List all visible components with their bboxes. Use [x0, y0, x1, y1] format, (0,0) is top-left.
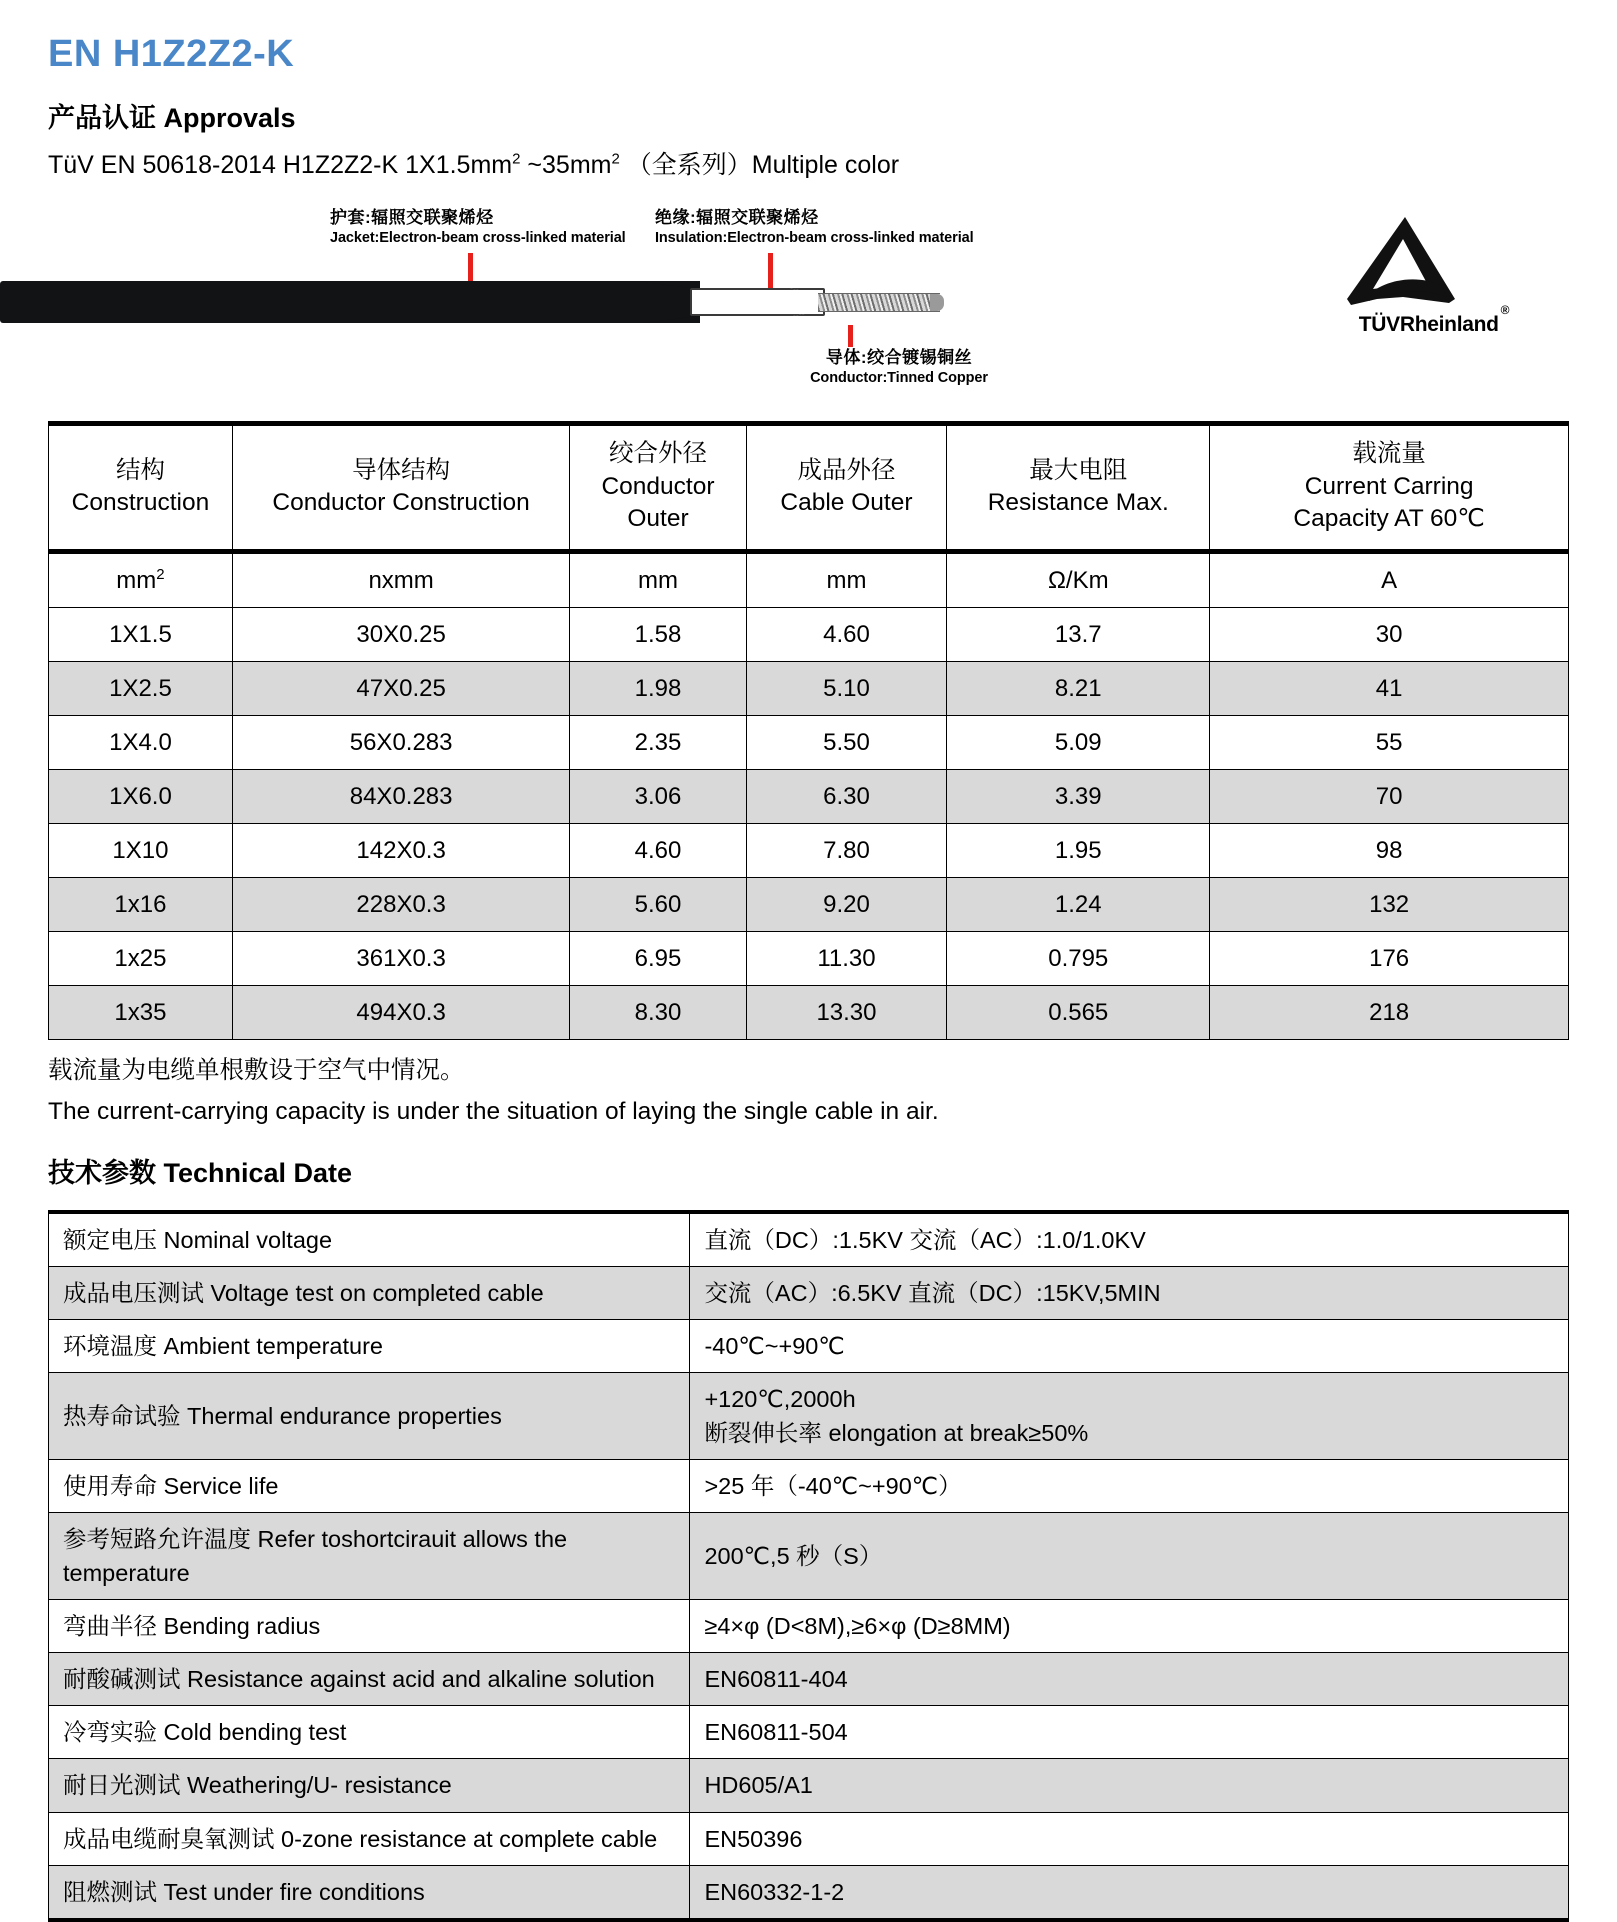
spec-mid: ~35mm	[520, 151, 612, 180]
table-cell: 98	[1210, 824, 1569, 878]
insulation-label-cn: 绝缘:辐照交联聚烯烃	[655, 208, 819, 228]
table-row	[49, 1513, 1569, 1600]
technical-parameter-value	[690, 1600, 1569, 1653]
jacket-label-en: Jacket:Electron-beam cross-linked material	[330, 229, 626, 246]
table-row	[49, 1865, 1569, 1920]
table-row	[49, 932, 1569, 986]
note-cn: 载流量为电缆单根敷设于空气中情况。	[48, 1057, 465, 1085]
header-cn: 成品外径	[797, 456, 896, 484]
table-row	[49, 1653, 1569, 1706]
cable-conductor-strands	[818, 293, 940, 312]
table-row	[49, 1212, 1569, 1267]
table-cell: 7.80	[746, 824, 947, 878]
spec-header-conductor-outer	[570, 424, 746, 552]
table-row	[49, 716, 1569, 770]
technical-parameter-name: 使用寿命 Service life	[49, 1460, 690, 1513]
spec-header-row	[49, 424, 1569, 552]
header-en: Construction	[71, 488, 210, 516]
table-cell: 8.30	[570, 986, 746, 1040]
tuv-triangle-icon	[1343, 213, 1463, 317]
value-line: ≥4×φ (D<8M),≥6×φ (D≥8MM)	[704, 1613, 1011, 1640]
value-line: EN60332-1-2	[704, 1878, 845, 1905]
value-line: -40℃~+90℃	[704, 1332, 845, 1359]
conductor-label-cn: 导体:绞合镀锡铜丝	[825, 348, 973, 368]
table-cell: 1.95	[947, 824, 1210, 878]
approvals-spec-line	[48, 150, 1569, 181]
table-row	[49, 986, 1569, 1040]
header-en: Conductor	[601, 472, 715, 500]
approvals-heading: 产品认证 Approvals	[48, 102, 296, 133]
unit-cell: mm	[570, 552, 746, 608]
table-cell: 5.50	[746, 716, 947, 770]
table-cell: 1X1.5	[49, 608, 233, 662]
table-row	[49, 1706, 1569, 1759]
table-row	[49, 824, 1569, 878]
table-row	[49, 1319, 1569, 1372]
tuv-wordmark: TÜVRheinland	[1358, 313, 1499, 337]
table-cell: 1.58	[570, 608, 746, 662]
insulation-label	[655, 207, 974, 246]
page-title: EN H1Z2Z2-K	[48, 33, 295, 75]
technical-parameter-value	[690, 1812, 1569, 1865]
technical-parameter-value	[690, 1759, 1569, 1812]
header-en: Current Carring	[1304, 472, 1474, 500]
technical-parameter-name: 耐酸碱测试 Resistance against acid and alkaline solution	[49, 1653, 690, 1706]
technical-heading: 技术参数 Technical Date	[48, 1158, 353, 1189]
technical-parameter-value	[690, 1513, 1569, 1600]
jacket-label	[330, 207, 626, 246]
table-cell: 218	[1210, 986, 1569, 1040]
table-cell: 361X0.3	[232, 932, 569, 986]
technical-parameter-name: 额定电压 Nominal voltage	[49, 1212, 690, 1267]
technical-parameter-name: 成品电缆耐臭氧测试 0-zone resistance at complete cable	[49, 1812, 690, 1865]
spec-header-current-carrying	[1210, 424, 1569, 552]
header-en: Resistance Max.	[987, 488, 1169, 516]
tuv-rheinland-logo	[1343, 213, 1523, 337]
technical-parameter-name: 弯曲半径 Bending radius	[49, 1600, 690, 1653]
table-cell: 1X6.0	[49, 770, 233, 824]
spec-header-construction	[49, 424, 233, 552]
table-cell: 1X2.5	[49, 662, 233, 716]
conductor-leader-line	[848, 325, 853, 347]
technical-parameter-name: 耐日光测试 Weathering/U- resistance	[49, 1759, 690, 1812]
tuv-logo-text	[1343, 303, 1523, 337]
table-cell: 11.30	[746, 932, 947, 986]
table-cell: 13.30	[746, 986, 947, 1040]
table-row	[49, 1600, 1569, 1653]
table-cell: 5.60	[570, 878, 746, 932]
value-line: +120℃,2000h	[704, 1385, 856, 1412]
table-cell: 5.10	[746, 662, 947, 716]
table-cell: 4.60	[570, 824, 746, 878]
table-cell: 3.06	[570, 770, 746, 824]
header-cn: 最大电阻	[1029, 456, 1128, 484]
technical-parameter-name: 阻燃测试 Test under fire conditions	[49, 1865, 690, 1920]
table-cell: 5.09	[947, 716, 1210, 770]
table-row	[49, 1460, 1569, 1513]
insulation-label-en: Insulation:Electron-beam cross-linked material	[655, 229, 974, 246]
table-cell: 494X0.3	[232, 986, 569, 1040]
table-cell: 1.98	[570, 662, 746, 716]
table-cell: 9.20	[746, 878, 947, 932]
spec-table-body	[49, 552, 1569, 1040]
value-line: 交流（AC）:6.5KV 直流（DC）:15KV,5MIN	[704, 1279, 1161, 1306]
table-cell: 47X0.25	[232, 662, 569, 716]
technical-parameter-name: 冷弯实验 Cold bending test	[49, 1706, 690, 1759]
technical-parameter-value	[690, 1319, 1569, 1372]
header-en: Conductor Construction	[272, 488, 530, 516]
table-cell: 56X0.283	[232, 716, 569, 770]
note-en: The current-carrying capacity is under the situation of laying the single cable in air.	[48, 1098, 939, 1126]
spec-header-resistance-max	[947, 424, 1210, 552]
table-cell: 3.39	[947, 770, 1210, 824]
table-row	[49, 662, 1569, 716]
technical-parameter-value	[690, 1460, 1569, 1513]
table-cell: 1X4.0	[49, 716, 233, 770]
header-cn: 绞合外径	[609, 440, 707, 468]
spec-header-conductor-construction	[232, 424, 569, 552]
cable-diagram	[48, 207, 1569, 415]
cable-illustration	[0, 267, 940, 337]
spec-header-cable-outer	[746, 424, 947, 552]
header-cn: 导体结构	[352, 456, 451, 484]
value-line: 直流（DC）:1.5KV 交流（AC）:1.0/1.0KV	[704, 1226, 1146, 1253]
cable-conductor-tip	[930, 294, 944, 311]
table-row	[49, 1759, 1569, 1812]
table-cell: 0.795	[947, 932, 1210, 986]
table-cell: 13.7	[947, 608, 1210, 662]
technical-table	[48, 1210, 1569, 1922]
cable-jacket	[0, 281, 700, 323]
value-line: >25 年（-40℃~+90℃）	[704, 1473, 962, 1500]
table-cell: 0.565	[947, 986, 1210, 1040]
technical-parameter-value	[690, 1653, 1569, 1706]
technical-parameter-name: 环境温度 Ambient temperature	[49, 1319, 690, 1372]
table-cell: 84X0.283	[232, 770, 569, 824]
table-row	[49, 608, 1569, 662]
unit-cell: nxmm	[232, 552, 569, 608]
unit-cell: Ω/Km	[947, 552, 1210, 608]
technical-parameter-value	[690, 1865, 1569, 1920]
unit-cell	[49, 552, 233, 608]
value-line: EN60811-504	[704, 1719, 848, 1746]
table-cell: 1x25	[49, 932, 233, 986]
registered-trademark-icon: ®	[1500, 303, 1510, 318]
table-cell: 41	[1210, 662, 1569, 716]
unit-cell: A	[1210, 552, 1569, 608]
technical-table-body	[49, 1212, 1569, 1920]
table-cell: 8.21	[947, 662, 1210, 716]
value-line: EN60811-404	[704, 1666, 848, 1693]
table-cell: 1X10	[49, 824, 233, 878]
table-cell: 142X0.3	[232, 824, 569, 878]
header-en: Cable Outer	[780, 488, 913, 516]
technical-parameter-value	[690, 1266, 1569, 1319]
spec-prefix: TüV EN 50618-2014 H1Z2Z2-K 1X1.5mm	[48, 151, 513, 180]
table-cell: 1x16	[49, 878, 233, 932]
header-cn: 结构	[115, 456, 165, 484]
table-cell: 176	[1210, 932, 1569, 986]
header-en2: Capacity AT 60℃	[1293, 505, 1485, 533]
unit-value: mm	[116, 567, 157, 595]
specification-table	[48, 421, 1569, 1040]
table-cell: 6.95	[570, 932, 746, 986]
table-cell: 55	[1210, 716, 1569, 770]
technical-parameter-name: 成品电压测试 Voltage test on completed cable	[49, 1266, 690, 1319]
value-line: 200℃,5 秒（S）	[704, 1543, 883, 1570]
header-cn: 载流量	[1352, 440, 1426, 468]
spec-sup-2: 2	[611, 150, 620, 168]
spec-suffix: （全系列）Multiple color	[619, 151, 900, 180]
technical-parameter-value	[690, 1706, 1569, 1759]
table-cell: 1x35	[49, 986, 233, 1040]
unit-cell: mm	[746, 552, 947, 608]
table-row	[49, 1372, 1569, 1459]
table-cell: 30X0.25	[232, 608, 569, 662]
table-cell: 228X0.3	[232, 878, 569, 932]
technical-parameter-name: 热寿命试验 Thermal endurance properties	[49, 1372, 690, 1459]
unit-superscript: 2	[156, 566, 165, 584]
spec-units-row	[49, 552, 1569, 608]
table-cell: 1.24	[947, 878, 1210, 932]
table-cell: 70	[1210, 770, 1569, 824]
table-row	[49, 878, 1569, 932]
spec-sup-1: 2	[512, 150, 521, 168]
conductor-label-en: Conductor:Tinned Copper	[810, 369, 988, 386]
technical-parameter-name: 参考短路允许温度 Refer toshortcirauit allows the temperature	[49, 1513, 690, 1600]
table-cell: 4.60	[746, 608, 947, 662]
table-row	[49, 770, 1569, 824]
header-en2: Outer	[627, 505, 689, 533]
table-note	[48, 1052, 1569, 1131]
table-row	[49, 1812, 1569, 1865]
table-row	[49, 1266, 1569, 1319]
value-line: EN50396	[704, 1825, 803, 1852]
conductor-label	[764, 347, 1034, 386]
value-line: HD605/A1	[704, 1772, 813, 1799]
table-cell: 6.30	[746, 770, 947, 824]
table-cell: 30	[1210, 608, 1569, 662]
jacket-label-cn: 护套:辐照交联聚烯烃	[330, 208, 494, 228]
value-line-2: 断裂伸长率 elongation at break≥50%	[704, 1420, 1089, 1446]
table-cell: 132	[1210, 878, 1569, 932]
technical-parameter-value	[690, 1212, 1569, 1267]
table-cell: 2.35	[570, 716, 746, 770]
technical-parameter-value	[690, 1372, 1569, 1459]
